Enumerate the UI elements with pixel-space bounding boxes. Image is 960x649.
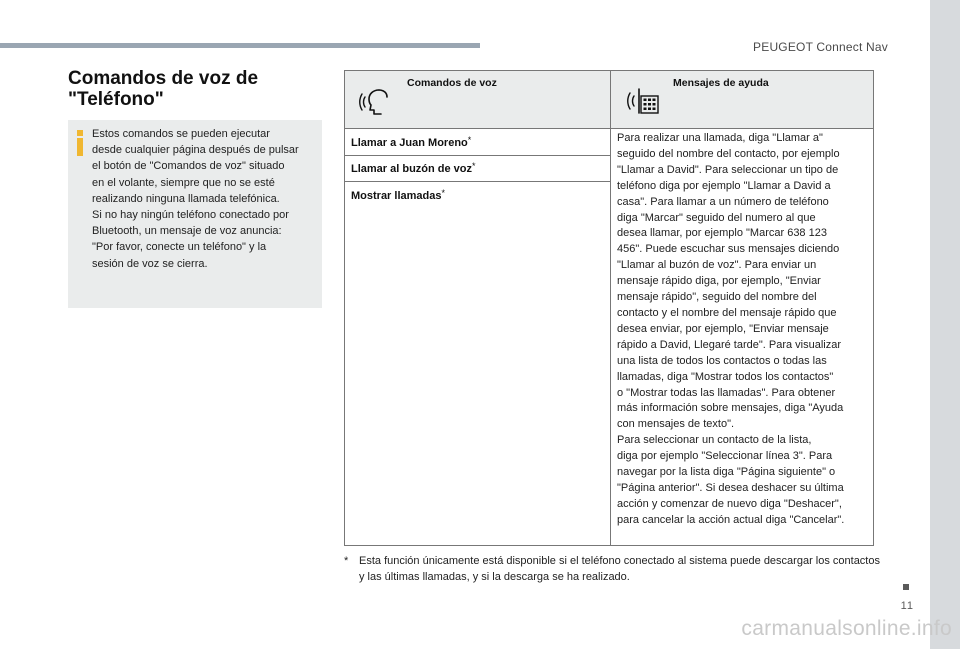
command-label: Llamar al buzón de voz <box>351 163 473 175</box>
command-row <box>345 182 610 212</box>
help-message-text: Para realizar una llamada, diga "Llamar a" seguido del nombre del contacto, por ejemplo "Llamar a David". Para seleccionar un tipo de teléfono diga por ejemplo "Llamar a David a casa". Para llamar a un número de teléfono diga "Marcar" seguido del numero al que desea llamar, por ejemplo "Marcar 638 123 456". Puede escuchar sus mensajes diciendo "Llamar al buzón de voz". Para enviar un mensaje rápido diga, por ejemplo, "Enviar mensaje rápido", seguido del nombre del contacto y el nombre del mensaje rápido que desea enviar, por ejemplo, "Enviar mensaje rápido a David, Llegaré tarde". Para visualizar una lista de todos los contactos o todas las llamadas, diga "Mostrar todos los contactos" o "Mostrar todas las llamadas". Para obtener más información sobre mensajes, diga "Ayuda con mensajes de texto". Para seleccionar un contacto de la lista, diga por ejemplo "Seleccionar línea 3". Para navegar por la lista diga "Página siguiente" o "Página anterior". Si desea deshacer su última acción y comenzar de nuevo diga "Deshacer", para cancelar la acción actual diga "Cancelar". <box>617 132 845 526</box>
footnote-text: Esta función únicamente está disponible si el teléfono conectado al sistema puede descargar los contactos y las últimas llamadas, y si la descarga se ha realizado. <box>359 555 880 583</box>
section-title <box>68 68 318 110</box>
help-device-icon <box>625 83 661 119</box>
footnote <box>344 553 884 585</box>
footnote-mark: * <box>472 161 476 171</box>
info-text: Estos comandos se pueden ejecutar desde cualquier página después de pulsar el botón de "Comandos de voz" situado en el volante, siempre que no se esté realizando ninguna llamada telefónica. Si no hay ningún teléfono conectado por Bluetooth, un mensaje de voz anuncia: "Por favor, conecte un teléfono" y la sesión de voz se cierra. <box>92 128 299 270</box>
footnote-mark: * <box>441 188 445 198</box>
side-strip <box>930 0 960 649</box>
table-header-commands-label: Comandos de voz <box>407 77 497 89</box>
section-title-line2: "Teléfono" <box>68 89 164 110</box>
command-label: Llamar a Juan Moreno <box>351 137 468 149</box>
section-title-line1: Comandos de voz de <box>68 68 259 89</box>
command-label: Mostrar llamadas <box>351 190 442 202</box>
footnote-mark: * <box>467 135 472 145</box>
info-icon <box>76 130 84 156</box>
command-row <box>345 129 610 156</box>
page-number: 11 <box>900 600 914 612</box>
watermark: carmanualsonline.info <box>741 617 952 640</box>
table-header-commands <box>345 71 610 128</box>
speaking-head-icon <box>359 83 395 119</box>
header-title: PEUGEOT Connect Nav <box>753 40 888 54</box>
header-rule <box>0 43 480 48</box>
table-header-help <box>611 71 873 128</box>
page-marker-square <box>903 584 909 590</box>
command-row <box>345 156 610 182</box>
table-header-row <box>345 71 873 129</box>
table-header-help-label: Mensajes de ayuda <box>673 77 769 89</box>
column-divider <box>610 71 611 545</box>
footnote-mark: * <box>344 555 349 567</box>
voice-commands-table <box>344 70 874 546</box>
info-box <box>68 120 322 308</box>
